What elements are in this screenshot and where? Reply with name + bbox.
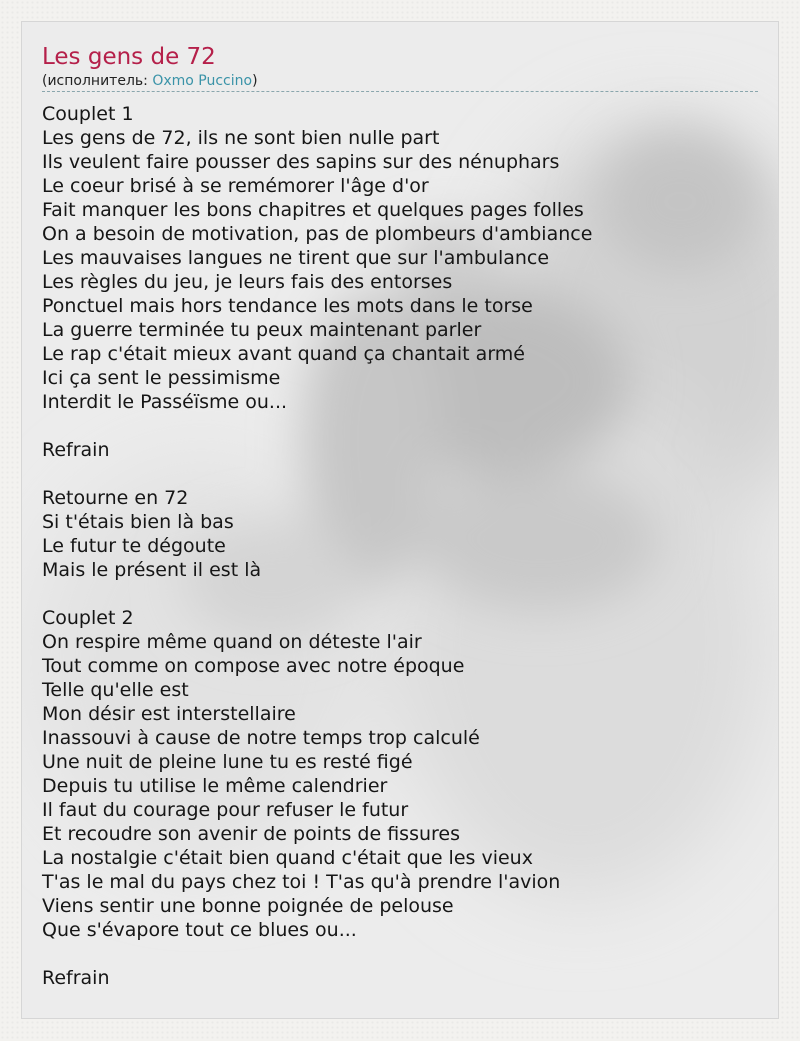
lyric-line: On respire même quand on déteste l'air — [42, 631, 422, 653]
lyric-line: Couplet 2 — [42, 607, 134, 629]
lyric-line: Mon désir est interstellaire — [42, 703, 296, 725]
lyric-line: Il faut du courage pour refuser le futur — [42, 799, 409, 821]
lyric-line: Le coeur brisé à se remémorer l'âge d'or — [42, 175, 429, 197]
lyric-line: Et recoudre son avenir de points de fissures — [42, 823, 460, 845]
lyrics-card — [21, 21, 779, 1019]
lyric-blank-line — [42, 942, 758, 966]
lyric-line: Mais le présent il est là — [42, 559, 262, 581]
lyric-line: La nostalgie c'était bien quand c'était que les vieux — [42, 847, 533, 869]
lyric-blank-line — [42, 462, 758, 486]
lyric-line: Les règles du jeu, je leurs fais des entorses — [42, 271, 453, 293]
lyric-line: On a besoin de motivation, pas de plombeurs d'ambiance — [42, 223, 593, 245]
lyric-line: Le futur te dégoute — [42, 535, 226, 557]
lyric-line: Que s'évapore tout ce blues ou... — [42, 919, 357, 941]
lyrics-content — [42, 42, 758, 990]
lyric-line: T'as le mal du pays chez toi ! T'as qu'à prendre l'avion — [42, 871, 561, 893]
lyric-line: Refrain — [42, 967, 110, 989]
lyric-line: Tout comme on compose avec notre époque — [42, 655, 465, 677]
lyric-line: Interdit le Passéïsme ou... — [42, 391, 288, 413]
lyric-line: Ils veulent faire pousser des sapins sur des nénuphars — [42, 151, 560, 173]
lyric-line: La guerre terminée tu peux maintenant parler — [42, 319, 482, 341]
lyric-blank-line — [42, 582, 758, 606]
lyric-line: Les mauvaises langues ne tirent que sur l'ambulance — [42, 247, 550, 269]
lyric-line: Couplet 1 — [42, 103, 134, 125]
lyric-blank-line — [42, 414, 758, 438]
song-title: Les gens de 72 — [42, 44, 216, 70]
lyrics-text — [42, 102, 758, 990]
lyric-line: Telle qu'elle est — [42, 679, 189, 701]
lyric-line: Inassouvi à cause de notre temps trop calculé — [42, 727, 480, 749]
lyric-line: Ponctuel mais hors tendance les mots dans le torse — [42, 295, 533, 317]
performer-suffix: ) — [252, 73, 258, 89]
lyric-line: Le rap c'était mieux avant quand ça chantait armé — [42, 343, 525, 365]
lyric-line: Si t'étais bien là bas — [42, 511, 234, 533]
performer-line — [42, 72, 758, 92]
lyric-line: Ici ça sent le pessimisme — [42, 367, 281, 389]
lyric-line: Une nuit de pleine lune tu es resté figé — [42, 751, 413, 773]
lyric-line: Depuis tu utilise le même calendrier — [42, 775, 388, 797]
lyric-line: Viens sentir une bonne poignée de pelouse — [42, 895, 454, 917]
lyric-line: Fait manquer les bons chapitres et quelques pages folles — [42, 199, 584, 221]
performer-prefix: (исполнитель: — [42, 73, 153, 89]
artist-link[interactable]: Oxmo Puccino — [152, 73, 253, 89]
lyric-line: Les gens de 72, ils ne sont bien nulle part — [42, 127, 440, 149]
lyric-line: Refrain — [42, 439, 110, 461]
lyric-line: Retourne en 72 — [42, 487, 189, 509]
